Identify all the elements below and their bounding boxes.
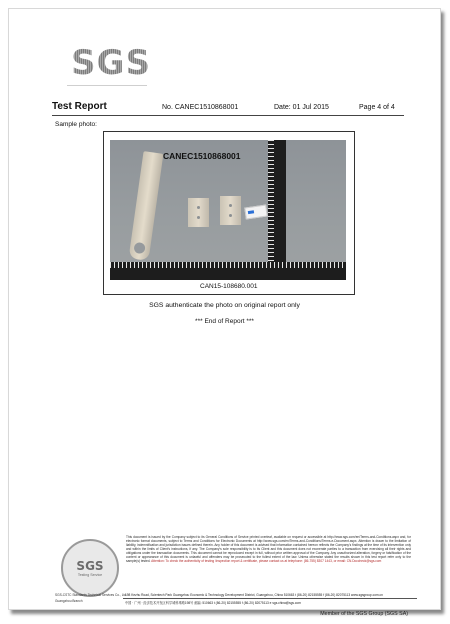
lab-name: SGS-CSTC Standards Technical Services Co., Ltd. (55, 593, 128, 597)
address-english: 198 Kezhu Road, Scientech Park Guangzhou Economic & Technology Development District, Guangzhou, China 510663 t (86-20) 82155555 f (86-20) 82075113 www.sgsgroup.com.cn (125, 593, 383, 597)
sample-id: CAN15-108680.001 (200, 283, 258, 290)
attention-text: Attention: To check the authenticity of testing /inspection report & certificate, please contact us at telephone: (86-755) 8307 1443, or email: CN.Doccheck@sgs.com (151, 558, 382, 563)
sample-photo-frame (103, 131, 355, 295)
long-blade-sample (129, 151, 164, 261)
report-date: Date: 01 Jul 2015 (274, 104, 329, 111)
sgs-logo-text: SGS (71, 43, 151, 83)
blade-hole (197, 216, 200, 219)
report-page (8, 8, 441, 617)
header-divider (52, 115, 404, 116)
blade-hole (133, 242, 145, 254)
footer-disclaimer (126, 536, 411, 564)
blade-hole (197, 206, 200, 209)
sgs-seal-icon (61, 539, 119, 597)
blade-hole (229, 204, 232, 207)
sgs-logo (71, 43, 151, 83)
report-number: No. CANEC1510868001 (162, 104, 239, 111)
square-blade-sample-1 (188, 198, 209, 227)
lab-branch: Guangzhou Branch (55, 599, 83, 603)
ruler-vertical-ticks (268, 140, 286, 264)
logo-underline (67, 85, 147, 86)
authenticate-note: SGS authenticate the photo on original report only (149, 302, 300, 309)
disclaimer-text: This document is issued by the Company subject to its General Conditions of Service printed overleaf, available on request or accessible at http://www.sgs.com/en/Terms-and-Conditions.aspx and, for electronic format documents, subject to Terms and Conditions for Electronic Documents at http://www.sgs.com/en/Terms-and-Conditions/Terms-e-Document.aspx. Attention is drawn to the limitation of liability, indemnification and jurisdiction issues defined therein. Any holder of this document is advised that information contained hereon reflects the Company's findings at the time of its intervention only and within the limits of Client's instructions, if any. The Company's sole responsibility is to its Client and this document does not exonerate parties to a transaction from exercising all their rights and obligations under the transaction documents. This document cannot be reproduced except in full, without prior written approval of the Company. Any unauthorized alteration, forgery or falsification of the content or appearance of this document is unlawful and offenders may be prosecuted to the fullest extent of the law. Unless otherwise stated the results shown in this test report refer only to the sample(s) tested. (126, 535, 411, 563)
sample-photo (110, 140, 346, 280)
photo-caption: CANEC1510868001 (163, 151, 241, 161)
page-number: Page 4 of 4 (359, 104, 395, 111)
seal-subtext: Testing Service (77, 573, 103, 577)
sample-label-tag (244, 205, 267, 220)
seal-logo-text: SGS (76, 559, 104, 573)
sample-photo-label: Sample photo: (55, 121, 97, 128)
footer-divider (123, 598, 417, 599)
sgs-member-line: Member of the SGS Group (SGS SA) (320, 611, 408, 617)
blade-hole (229, 214, 232, 217)
end-of-report: *** End of Report *** (195, 318, 254, 325)
address-chinese: 中国 · 广州 · 经济技术开发区科学城科珠路198号 邮编: 510663 t (86-20) 82155555 f (86-20) 82075113 e sgs.china@sgs.com (125, 601, 301, 605)
square-blade-sample-2 (220, 196, 241, 225)
ruler-horizontal (110, 262, 346, 280)
report-title: Test Report (52, 101, 107, 112)
